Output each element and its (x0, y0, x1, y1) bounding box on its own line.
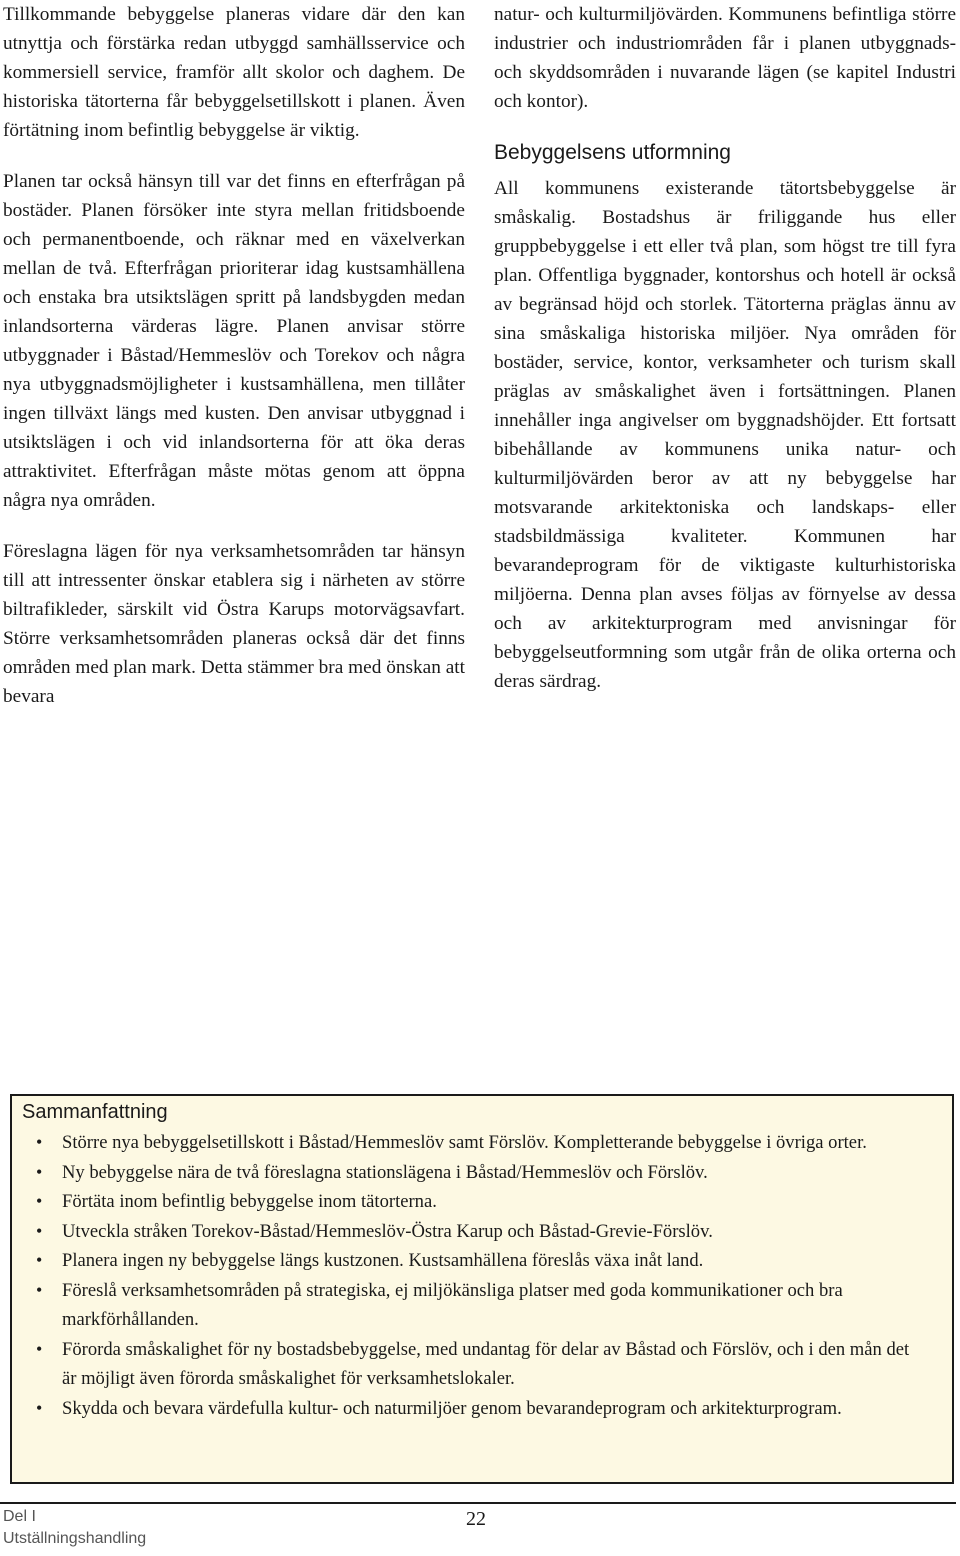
summary-item-text: Förtäta inom befintlig bebyggelse inom tätorterna. (62, 1191, 437, 1212)
summary-item (22, 1276, 952, 1335)
summary-item-text: Föreslå verksamhetsområden på strategiska, ej miljökänsliga platser med goda kommunikationer och bra markförhållanden. (62, 1279, 843, 1330)
summary-item (22, 1128, 952, 1158)
summary-item (22, 1246, 952, 1276)
right-column (494, 0, 956, 725)
summary-list (22, 1128, 952, 1423)
footer-part: Del I (3, 1508, 36, 1525)
footer-document-type: Utställningshandling (3, 1530, 147, 1547)
summary-item (22, 1158, 952, 1188)
bullet-icon: • (36, 1132, 43, 1152)
bullet-icon: • (36, 1191, 43, 1211)
bullet-icon: • (36, 1279, 43, 1300)
left-paragraph-2: Planen tar också hänsyn till var det finns en efterfrågan på bostäder. Planen försöker inte styra mellan fritidsboende och permanentboende, och räknar med en växelverkan mellan de två. Efterfrågan prioriterar idag kustsamhällena och enstaka bra utsiktslägen spritt på landsbygden medan inlandsorterna värderas lägre. Planen anvisar större utbyggnader i Båstad/Hemmeslöv och Torekov och några nya utbyggnadsmöjligheter i kustsamhällena, men tillåter ingen tillväxt längs med kusten. Den anvisar utbyggnad i utsiktslägen i och vid inlandsorterna för att öka deras attraktivitet. Efterfrågan måste mötas genom att öppna några nya områden. (3, 171, 465, 511)
bullet-icon: • (36, 1250, 43, 1270)
left-column (3, 0, 465, 740)
bullet-icon: • (36, 1338, 43, 1359)
summary-title: Sammanfattning (22, 1101, 168, 1123)
summary-item-text: Ny bebyggelse nära de två föreslagna stationslägena i Båstad/Hemmeslöv och Förslöv. (62, 1161, 708, 1183)
summary-item-text: Större nya bebyggelsetillskott i Båstad/Hemmeslöv samt Förslöv. Kompletterande bebyggelse i övriga orter. (62, 1132, 867, 1153)
bullet-icon: • (36, 1220, 43, 1241)
summary-item-text: Planera ingen ny bebyggelse längs kustzonen. Kustsamhällena föreslås växa inåt land. (62, 1250, 704, 1271)
left-paragraph-3: Föreslagna lägen för nya verksamhetsområden tar hänsyn till att intressenter önskar etablera sig i närheten av större biltrafikleder, särskilt vid Östra Karups motorvägsavfart. Större verksamhetsområden planeras också där det finns områden med plan mark. Detta stämmer bra med önskan att bevara (3, 541, 465, 707)
summary-item (22, 1187, 952, 1217)
summary-item-text: Utveckla stråken Torekov-Båstad/Hemmeslöv-Östra Karup och Båstad-Grevie-Förslöv. (62, 1220, 713, 1242)
footer-divider (0, 1502, 956, 1504)
footer-document-info (3, 1506, 146, 1550)
summary-box (10, 1094, 954, 1484)
left-paragraph-1: Tillkommande bebyggelse planeras vidare där den kan utnyttja och förstärka redan utbyggd samhällsservice och kommersiell service, framför allt skolor och daghem. De historiska tätorterna får bebyggelsetillskott i planen. Även förtätning inom befintlig bebyggelse är viktig. (3, 4, 465, 141)
summary-item-text: Förorda småskalighet för ny bostadsbebyggelse, med undantag för delar av Båstad och Förslöv, och i den mån det är möjligt även förorda småskalighet för verksamhetslokaler. (62, 1338, 910, 1389)
section-heading: Bebyggelsens utformning (494, 141, 731, 164)
summary-item (22, 1394, 952, 1424)
page-number: 22 (466, 1508, 486, 1530)
bullet-icon: • (36, 1161, 43, 1182)
summary-item (22, 1217, 952, 1247)
right-paragraph-2: All kommunens existerande tätortsbebyggelse är småskalig. Bostadshus är friliggande hus eller gruppbebyggelse i ett eller två plan, som högst tre till fyra plan. Offentliga byggnader, kontorshus och hotell är också av begränsad höjd och storlek. Tätorterna präglas ännu av sina småskaliga historiska miljöer. Nya områden för bostäder, service, kontor, verksamheter och turism skall präglas av småskalighet även i fortsättningen. Planen innehåller inga angivelser om byggnadshöjder. Ett fortsatt bibehållande av kommunens unika natur- och kulturmiljövärden beror av att ny bebyggelse har motsvarande arkitektoniska och landskaps- eller stadsbildmässiga kvaliteter. Kommunen har bevarandeprogram för de viktigaste kulturhistoriska miljöerna. Denna plan avses följas av förnyelse av dessa och av arkitekturprogram med anvisningar för bebyggelseutformning som utgår från de olika orterna och deras särdrag. (494, 178, 956, 692)
summary-item (22, 1335, 952, 1394)
right-paragraph-1: natur- och kulturmiljövärden. Kommunens befintliga större industrier och industriområden får i planen utbyggnads- och skyddsområden i nuvarande lägen (se kapitel Industri och kontor). (494, 4, 956, 112)
summary-item-text: Skydda och bevara värdefulla kultur- och naturmiljöer genom bevarandeprogram och arkitekturprogram. (62, 1397, 842, 1419)
bullet-icon: • (36, 1397, 43, 1418)
